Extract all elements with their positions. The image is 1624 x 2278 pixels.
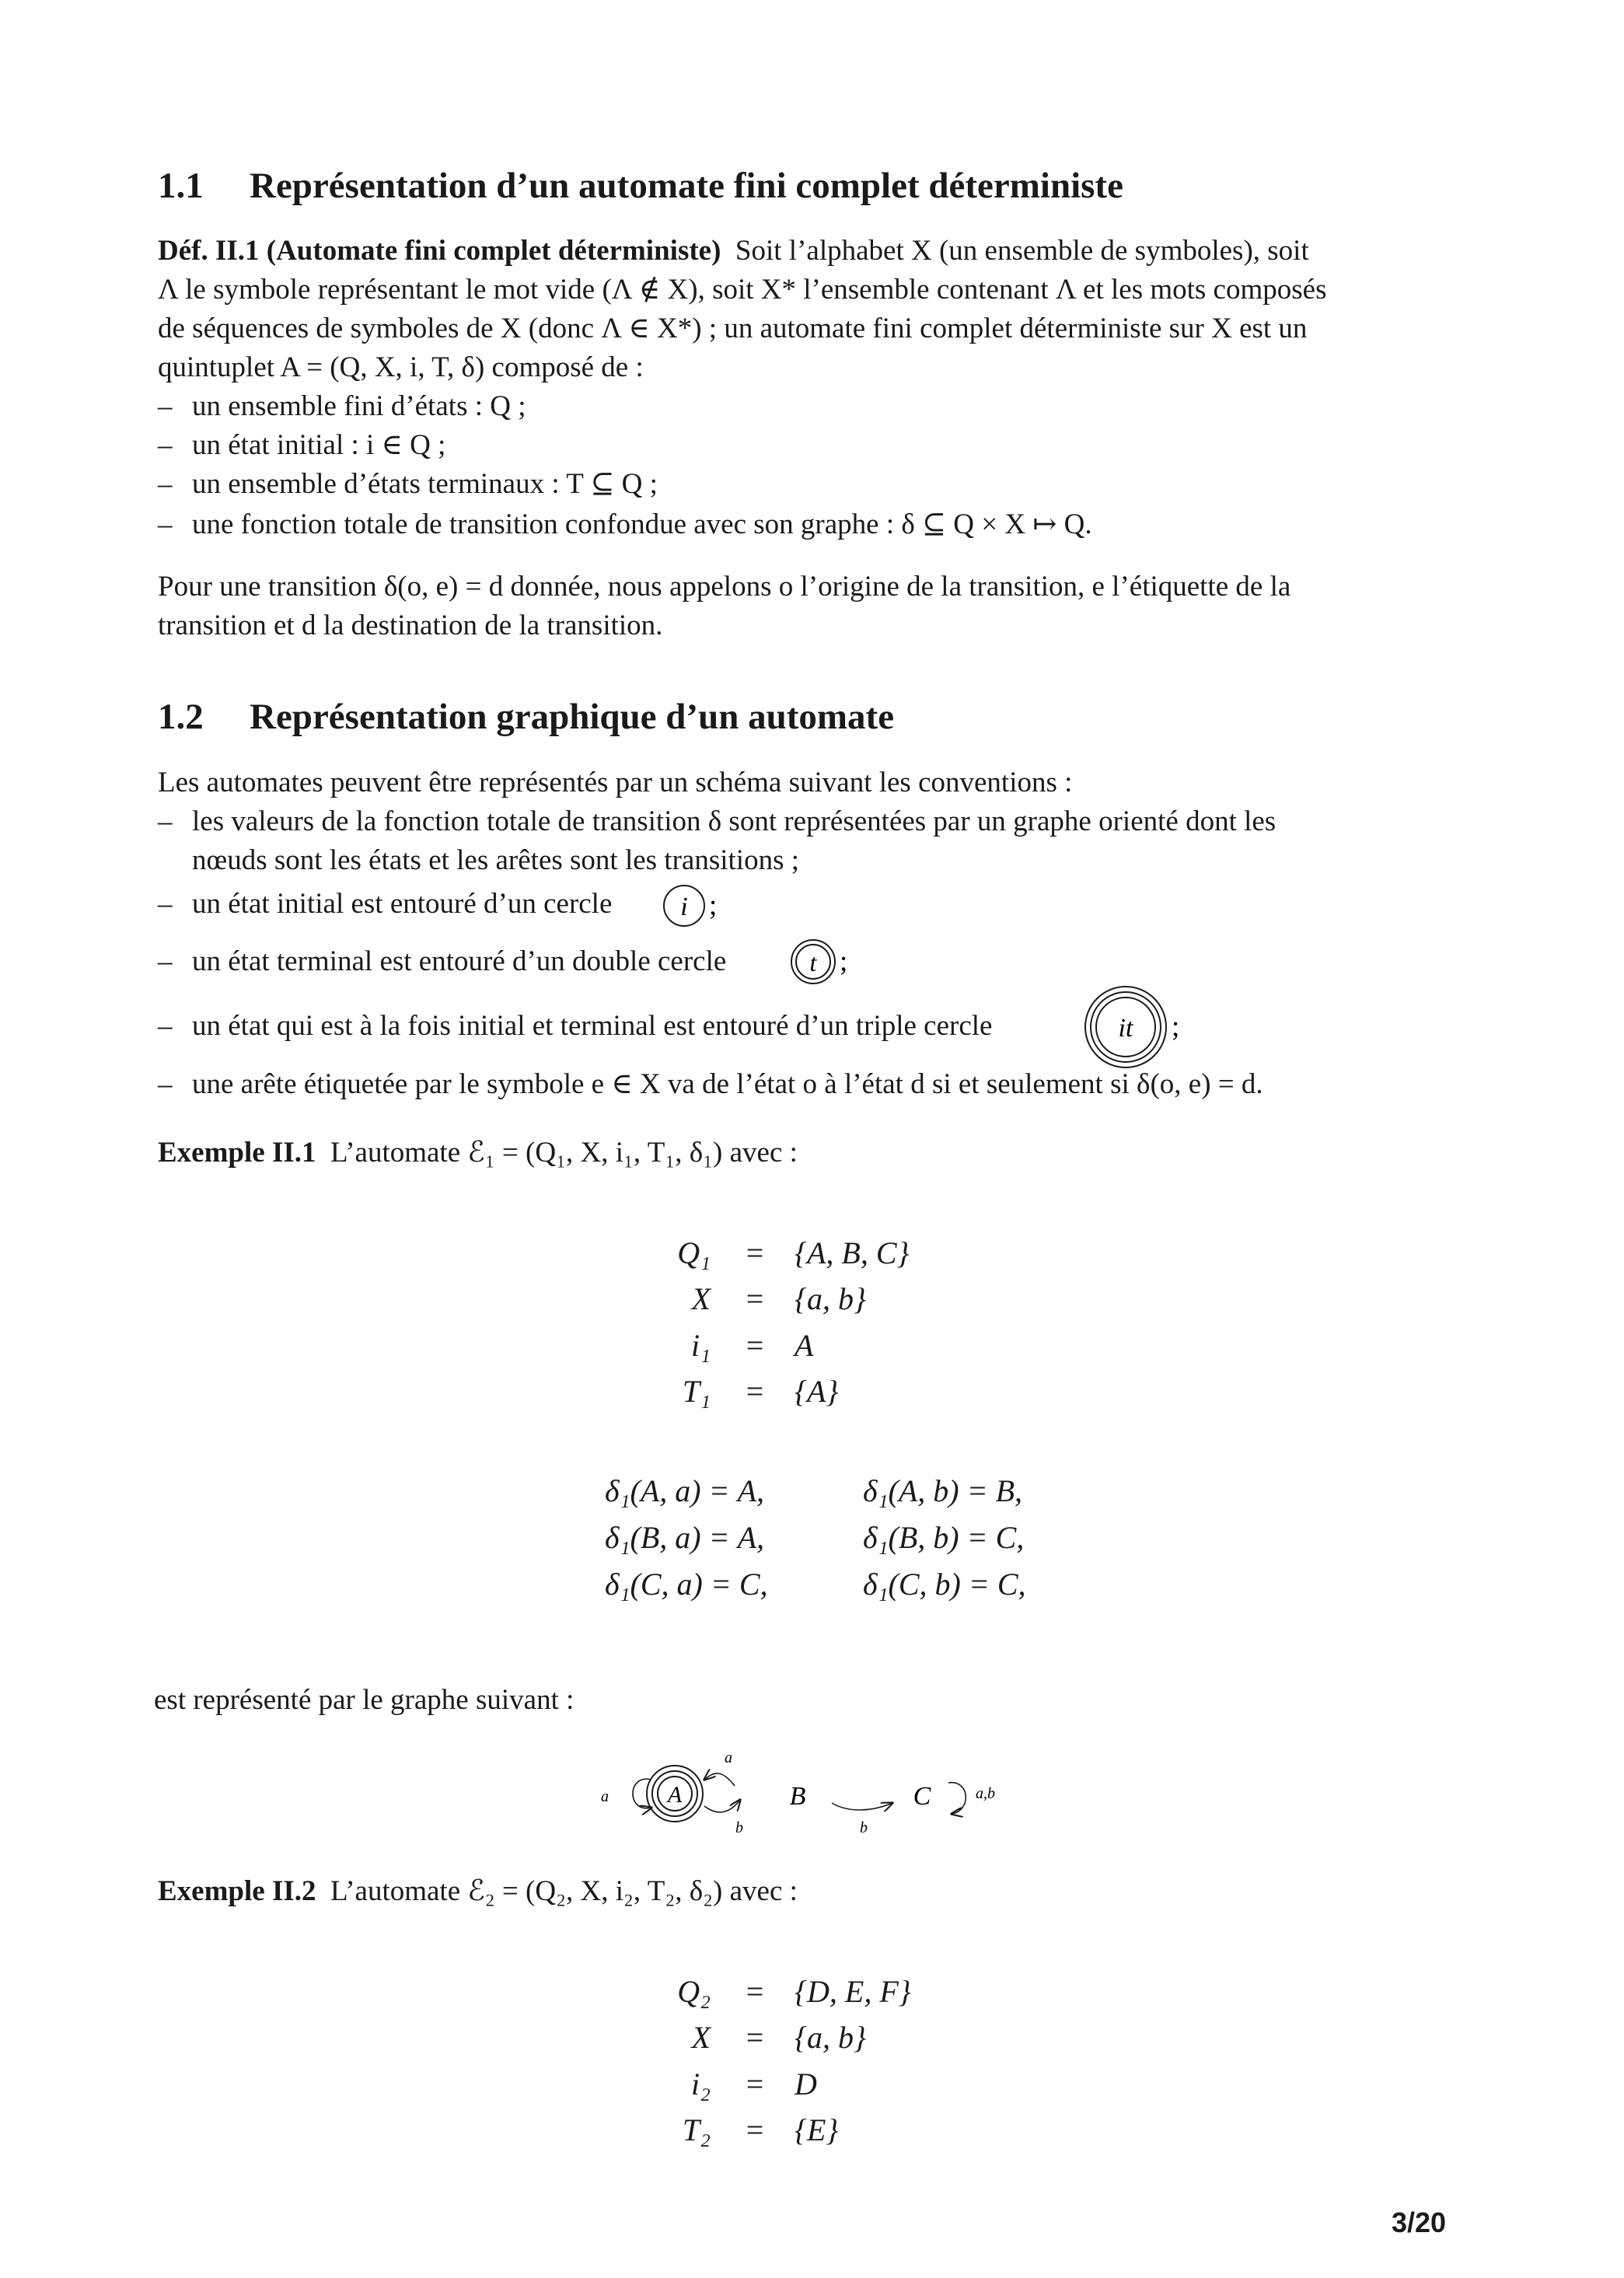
equals-sign: = [746,1235,764,1270]
equation-rhs: {A} [795,1374,839,1409]
equation-rhs: {a, b} [795,2020,866,2055]
definition-line-2: Λ le symbole représentant le mot vide (Λ ∉ X), soit X* l’ensemble contenant Λ et les mots composés [158,274,1327,306]
state-symbol-t: t [809,949,817,977]
transition-cell: δ₁(A, a) = A, [605,1473,764,1508]
list-item-text: un ensemble d’états terminaux : T ⊆ Q ; [192,468,658,500]
convention-item-4 [158,1007,992,1046]
equation-rhs: {D, E, F} [795,1974,911,2009]
double-circle-state-icon [788,938,850,986]
page-number: 3/20 [1392,2206,1447,2238]
graph-caption: est représenté par le graphe suivant : [154,1684,575,1716]
transition-cell: δ₁(C, a) = C, [605,1567,768,1602]
definition-line-3: de séquences de symboles de X (donc Λ ∈ X*) ; un automate fini complet déterministe sur X est un [158,313,1308,344]
example-1-set-equations [0,1235,1624,1421]
equation-rhs: {E} [795,2112,839,2147]
definition-item-4 [158,505,1092,544]
example-2-set-equations [0,1973,1624,2160]
conventions-intro: Les automates peuvent être représentés par un schéma suivant les conventions : [158,767,1073,798]
state-symbol-it: it [1118,1014,1133,1043]
equals-sign: = [746,1281,764,1316]
edge-label-a: a [725,1749,732,1766]
example-1-transition-table [0,1473,1624,1620]
punctuation: ; [840,945,848,977]
example-2-heading [158,1872,798,1911]
equation-lhs: Q₁ [677,1235,711,1270]
section-number: 1.2 [158,697,204,737]
equals-sign: = [746,2020,764,2055]
list-item-text: les valeurs de la fonction totale de transition δ sont représentées par un graphe orienté dont les [192,805,1276,837]
definition-item-2 [158,426,445,465]
transition-cell: δ₁(B, b) = C, [863,1520,1025,1555]
automaton-graph-e1 [575,1745,1026,1847]
transition-cell: δ₁(B, a) = A, [605,1520,764,1555]
definition-line-4: quintuplet A = (Q, X, i, T, δ) composé de : [158,351,644,383]
single-circle-state-icon [662,882,717,930]
equation-lhs: i₁ [690,1328,711,1363]
equals-sign: = [746,2112,764,2147]
section-number: 1.1 [158,166,204,206]
definition-item-3 [158,465,658,504]
list-item-text: une arête étiquetée par le symbole e ∈ X va de l’état o à l’état d si et seulement si δ(o, e) = d. [192,1068,1263,1100]
definition-line-1 [158,232,1309,271]
state-node-c: C [913,1782,931,1811]
list-item-text: un état initial : i ∈ Q ; [192,429,446,461]
edge-a-to-b [704,1800,740,1812]
edge-b-to-c [832,1803,892,1810]
definition-label: Déf. II.1 (Automate fini complet déterministe) [158,235,721,267]
edge-label-a: a [601,1788,609,1805]
equals-sign: = [746,1374,764,1409]
punctuation: ; [709,889,717,921]
equation-lhs: Q₂ [677,1974,711,2009]
equation-rhs: A [795,1328,814,1363]
list-dash: – [158,1010,173,1042]
equation-rhs: {A, B, C} [795,1235,910,1270]
state-symbol-i: i [680,893,688,921]
transition-cell: δ₁(C, b) = C, [863,1567,1026,1602]
list-dash: – [158,468,173,500]
equation-lhs: X [691,1281,711,1316]
convention-item-1-continued: nœuds sont les états et les arêtes sont les transitions ; [192,844,799,876]
equation-lhs: X [691,2020,711,2055]
edge-b-to-a [704,1773,735,1786]
equals-sign: = [746,1974,764,2009]
list-dash: – [158,429,173,461]
equation-lhs: T₁ [682,1374,711,1409]
list-item-text: un état terminal est entouré d’un double cercle [192,945,727,977]
list-dash: – [158,805,173,837]
example-1-heading [158,1134,798,1172]
equation-rhs: {a, b} [795,1281,866,1316]
list-item-text: un ensemble fini d’états : Q ; [192,390,526,422]
edge-label-b: b [735,1819,743,1836]
equation-lhs: T₂ [682,2112,711,2147]
transition-paragraph-line-2: transition et d la destination de la transition. [158,610,663,641]
section-heading-1-1 [158,165,1123,207]
section-title: Représentation d’un automate fini complet déterministe [250,166,1123,206]
state-node-b: B [789,1782,806,1811]
convention-item-5 [158,1065,1263,1104]
convention-item-3 [158,942,726,981]
example-text: L’automate ℰ₁ = (Q₁, X, i₁, T₁, δ₁) avec : [330,1137,798,1169]
edge-label-b: b [860,1819,868,1836]
list-dash: – [158,888,173,920]
list-item-text: une fonction totale de transition confondue avec son graphe : δ ⊆ Q × X ↦ Q. [192,508,1092,540]
example-label: Exemple II.2 [158,1875,316,1907]
example-label: Exemple II.1 [158,1137,316,1169]
equals-sign: = [746,2067,764,2102]
equals-sign: = [746,1328,764,1363]
list-item-text: un état qui est à la fois initial et terminal est entouré d’un triple cercle [192,1010,993,1042]
section-heading-1-2 [158,696,894,738]
definition-text-1: Soit l’alphabet X (un ensemble de symboles), soit [735,235,1309,267]
equation-rhs: D [795,2067,817,2102]
list-dash: – [158,508,173,540]
section-title: Représentation graphique d’un automate [250,697,895,737]
edge-label-ab: a,b [976,1785,995,1802]
punctuation: ; [1172,1011,1180,1043]
convention-item-2 [158,885,612,924]
state-node-a [647,1766,703,1822]
state-label-a: A [667,1782,683,1808]
triple-circle-state-icon [1083,984,1184,1070]
list-item-text: un état initial est entouré d’un cercle [192,888,613,920]
convention-item-1 [158,802,1276,841]
definition-item-1 [158,387,526,426]
transition-paragraph-line-1: Pour une transition δ(o, e) = d donnée, nous appelons o l’origine de la transition, e l’étiquette de la [158,571,1291,603]
equation-lhs: i₂ [690,2067,711,2102]
edge-c-self-loop [948,1783,966,1814]
list-dash: – [158,945,173,977]
list-dash: – [158,1068,173,1100]
list-dash: – [158,390,173,422]
transition-cell: δ₁(A, b) = B, [863,1473,1022,1508]
example-text: L’automate ℰ₂ = (Q₂, X, i₂, T₂, δ₂) avec : [330,1875,798,1907]
